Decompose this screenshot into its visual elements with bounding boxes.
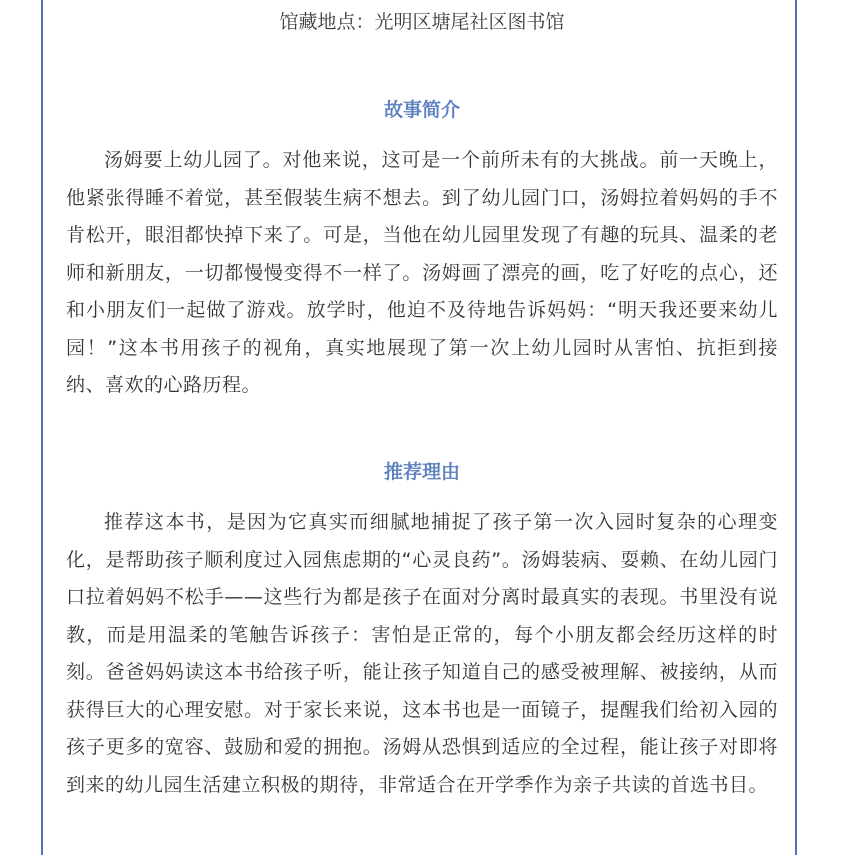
story-heading: 故事简介 bbox=[383, 99, 460, 121]
collection-location: 馆藏地点：光明区塘尾社区图书馆 bbox=[279, 11, 565, 33]
reason-heading: 推荐理由 bbox=[383, 461, 460, 483]
story-paragraph: 汤姆要上幼儿园了。对他来说，这可是一个前所未有的大挑战。前一天晚上，他紧张得睡不着觉，甚至假装生病不想去。到了幼儿园门口，汤姆拉着妈妈的手不肯松开，眼泪都快掉下来了。可是，当他在幼儿园里发现了有趣的玩具、温柔的老师和新朋友，一切都慢慢变得不一样了。汤姆画了漂亮的画，吃了好吃的点心，还和小朋友们一起做了游戏。放学时，他迫不及待地告诉妈妈：“明天我还要来幼儿园！”这本书用孩子的视角，真实地展现了第一次上幼儿园时从害怕、抗拒到接纳、喜欢的心路历程。 bbox=[66, 149, 778, 396]
reason-paragraph: 推荐这本书，是因为它真实而细腻地捕捉了孩子第一次入园时复杂的心理变化，是帮助孩子顺利度过入园焦虑期的“心灵良药”。汤姆装病、耍赖、在幼儿园门口拉着妈妈不松手——这些行为都是孩子在面对分离时最真实的表现。书里没有说教，而是用温柔的笔触告诉孩子：害怕是正常的，每个小朋友都会经历这样的时刻。爸爸妈妈读这本书给孩子听，能让孩子知道自己的感受被理解、被接纳，从而获得巨大的心理安慰。对于家长来说，这本书也是一面镜子，提醒我们给初入园的孩子更多的宽容、鼓励和爱的拥抱。汤姆从恐惧到适应的全过程，能让孩子对即将到来的幼儿园生活建立积极的期待，非常适合在开学季作为亲子共读的首选书目。 bbox=[66, 511, 778, 796]
